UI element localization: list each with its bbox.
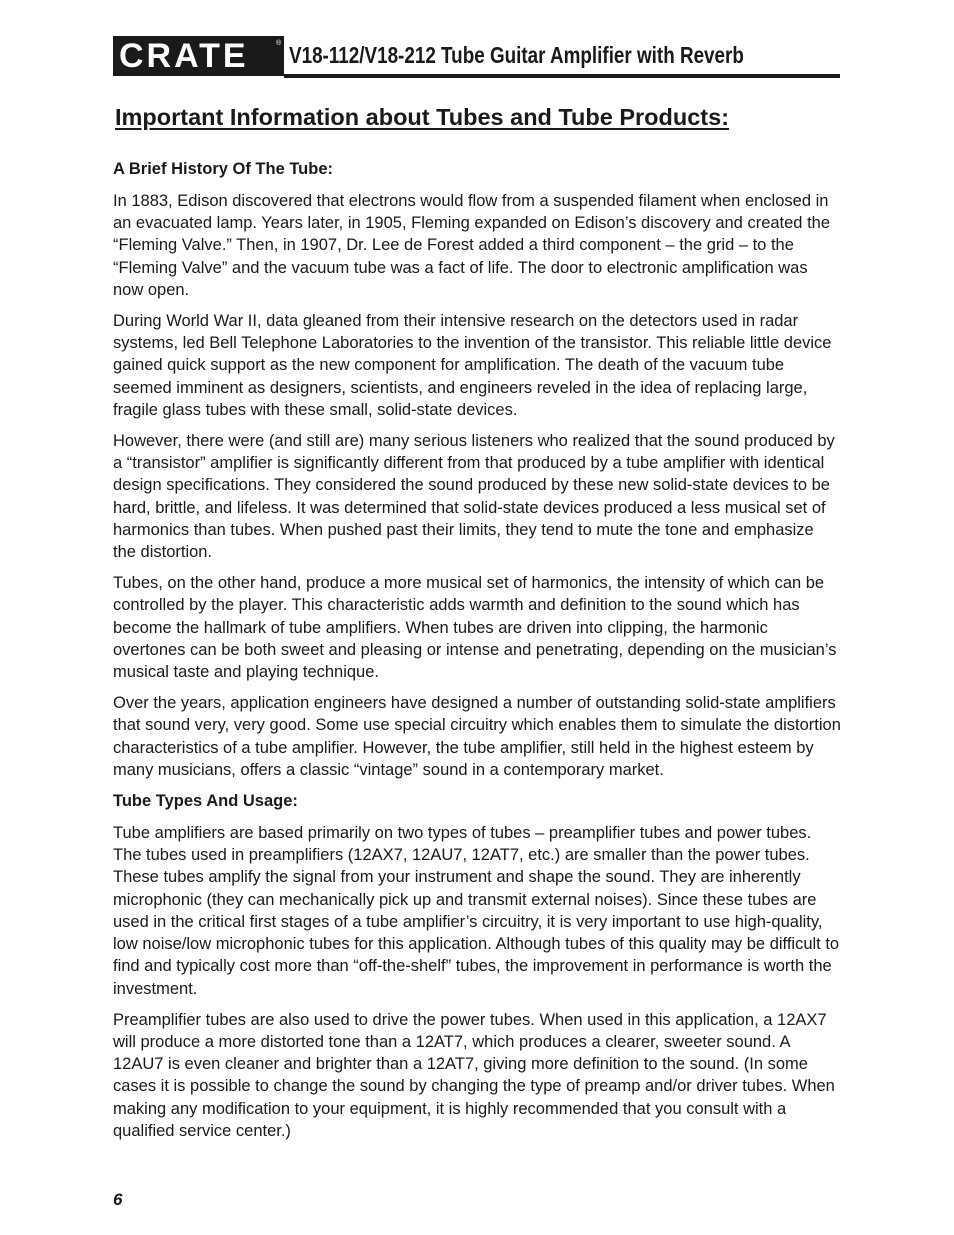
crate-logo [113,36,284,76]
page-heading: Important Information about Tubes and Tube Products: [115,104,730,130]
paragraph: During World War II, data gleaned from their intensive research on the detectors used in radar systems, led Bell Telephone Laboratories to the invention of the transistor. This reliable little device gained quick support as the new component for amplification. The death of the vacuum tube seemed imminent as designers, scientists, and engineers reveled in the idea of replacing large, fragile glass tubes with these small, solid-state devices. [113,312,832,419]
section-heading: Tube Types And Usage: [113,792,298,811]
paragraph: However, there were (and still are) many serious listeners who realized that the sound produced by a “transistor” amplifier is significantly different from that produced by a tube amplifier with identical design specifications. They considered the sound produced by these new solid-state devices to be hard, brittle, and lifeless. It was determined that solid-state devices produced a less musical set of harmonics than tubes. When pushed past their limits, they tend to mute the tone and emphasize the distortion. [113,432,835,562]
paragraph: Tube amplifiers are based primarily on two types of tubes – preamplifier tubes and power tubes. The tubes used in preamplifiers (12AX7, 12AU7, 12AT7, etc.) are smaller than the power tubes. These tubes amplify the signal from your instrument and shape the sound. They are inherently microphonic (they can mechanically pick up and transmit external noises). Since these tubes are used in the critical first stages of a tube amplifier’s circuitry, it is very important to use high-quality, low noise/low microphonic tubes for this application. Although tubes of this quality may be difficult to find and typically cost more than “off-the-shelf” tubes, the improvement in performance is worth the investment. [113,824,840,998]
page-number: 6 [113,1190,123,1209]
paragraph: Preamplifier tubes are also used to drive the power tubes. When used in this application, a 12AX7 will produce a more distorted tone than a 12AT7, which produces a clearer, sweeter sound. A 12AU7 is even cleaner and brighter than a 12AT7, giving more definition to the sound. (In some cases it is possible to change the sound by changing the type of preamp and/or driver tubes. When making any modification to your equipment, it is highly recommended that you consult with a qualified service center.) [113,1010,835,1140]
header-rule [284,74,840,78]
paragraph: In 1883, Edison discovered that electrons would flow from a suspended filament when enclosed in an evacuated lamp. Years later, in 1905, Fleming expanded on Edison’s discovery and created the “Fleming Valve.” Then, in 1907, Dr. Lee de Forest added a third component – the grid – to the “Fleming Valve” and the vacuum tube was a fact of life. The door to electronic amplification was now open. [113,192,831,299]
section-tube-history [113,158,841,781]
header-title: V18-112/V18-212 Tube Guitar Amplifier with Reverb [289,42,744,68]
paragraph: Over the years, application engineers have designed a number of outstanding solid-state amplifiers that sound very, very good. Some use special circuitry which enables them to simulate the distortion characteristics of a tube amplifier. However, the tube amplifier, still held in the highest esteem by many musicians, offers a classic “vintage” sound in a contemporary market. [113,694,841,779]
paragraph: Tubes, on the other hand, produce a more musical set of harmonics, the intensity of which can be controlled by the player. This characteristic adds warmth and definition to the sound which has become the hallmark of tube amplifiers. When tubes are driven into clipping, the harmonic overtones can be both sweet and pleasing or intense and penetrating, depending on the musician’s musical taste and playing technique. [113,574,837,682]
registered-mark: ® [276,40,282,47]
brand-wordmark: CRATE [119,37,249,75]
section-heading: A Brief History Of The Tube: [113,160,334,178]
main-content [113,158,841,1151]
section-tube-types [113,790,841,1142]
page-header [113,36,840,78]
